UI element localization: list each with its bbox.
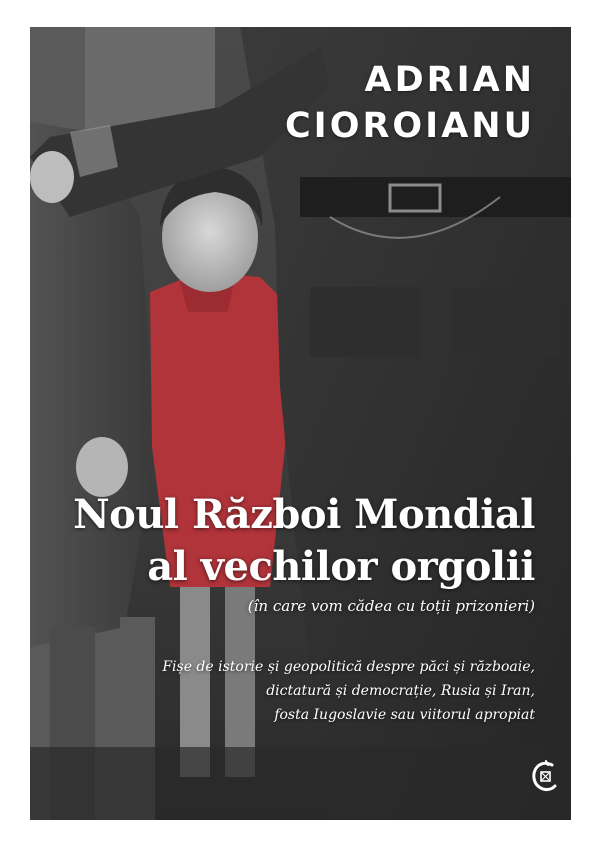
- publisher-logo-icon: [530, 759, 558, 793]
- author-last-name: CIOROIANU: [285, 106, 535, 146]
- book-cover: [30, 27, 571, 820]
- book-title-block: [73, 489, 535, 617]
- book-title-line-2: al vechilor orgolii: [147, 543, 535, 590]
- blurb-line-1: Fișe de istorie și geopolitică despre păci și războaie,: [162, 659, 535, 675]
- author-first-name: ADRIAN: [364, 60, 535, 100]
- blurb-line-2: dictatură și democrație, Rusia și Iran,: [266, 683, 535, 699]
- book-title-line-1: Noul Război Mondial: [73, 491, 535, 538]
- author-name: [285, 57, 535, 149]
- blurb-line-3: fosta Iugoslavie sau viitorul apropiat: [274, 707, 535, 723]
- book-subtitle: (în care vom cădea cu toții prizonieri): [247, 597, 535, 615]
- book-blurb: [162, 655, 535, 727]
